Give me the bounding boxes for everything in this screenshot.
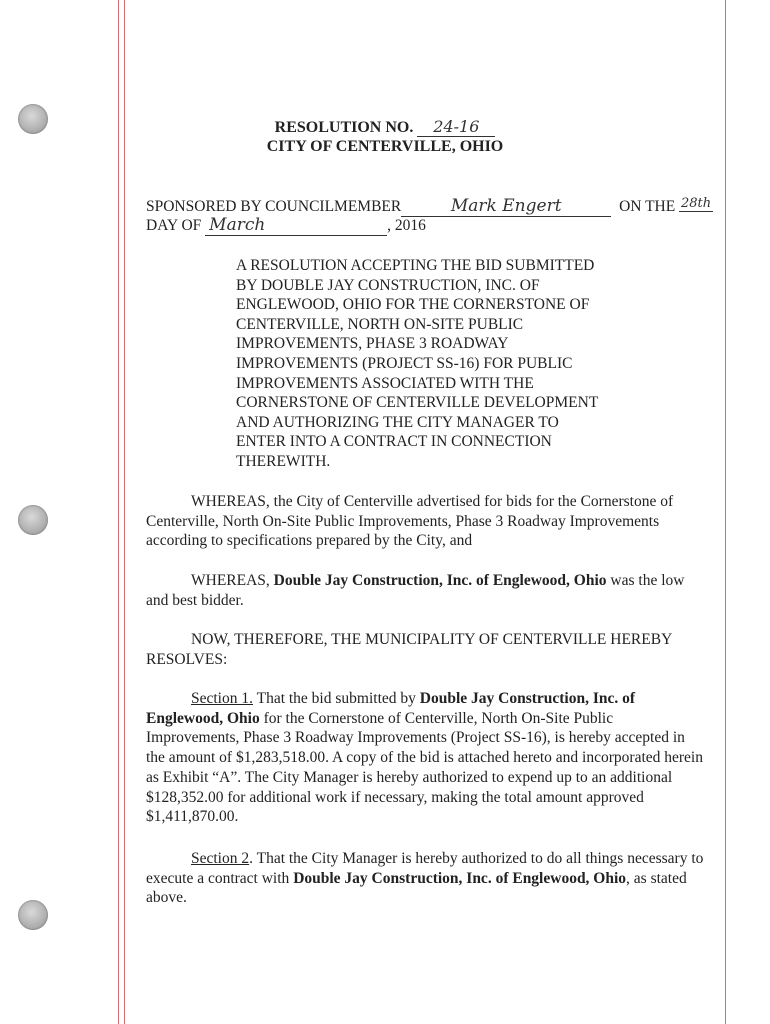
resolution-heading (0, 117, 770, 137)
caption-line: A RESOLUTION ACCEPTING THE BID SUBMITTED (236, 257, 595, 274)
whereas-1-text: WHEREAS, the City of Centerville advertised for bids for the Cornerstone of Centerville, North On-Site Public Improvements, Phase 3 Roadway Improvements according to specifications prepared by the City, and (146, 493, 674, 550)
caption-line: IMPROVEMENTS ASSOCIATED WITH THE (236, 374, 534, 392)
section-2-text-b: , as stated above. (146, 869, 687, 907)
resolution-caption (236, 256, 656, 472)
caption-line: THEREWITH. (236, 452, 331, 470)
resolution-label: RESOLUTION NO. (274, 119, 414, 136)
caption-line: IMPROVEMENTS (PROJECT SS-16) FOR PUBLIC (236, 354, 573, 372)
now-therefore-clause (146, 630, 706, 669)
punch-hole-middle (18, 505, 48, 535)
day-of-line (146, 215, 426, 236)
section-1-text-b: for the Cornerstone of Centerville, North On-Site Public Improvements, Phase 3 Roadway Improvements (Project SS-16), is hereby accepted in the amount of $1,283,518.00. A copy of the bid is attached hereto and incorporated herein as Exhibit “A”. The City Manager is hereby authorized to expend up to an additional $128,352.00 for additional work if necessary, making the total amount approved $1,411,870.00. (146, 709, 703, 826)
whereas-clause-1 (146, 492, 706, 551)
caption-line: BY DOUBLE JAY CONSTRUCTION, INC. OF (236, 276, 540, 294)
section-2-text-a: . That the City Manager is hereby authorized to do all things necessary to execute a contract with (146, 850, 704, 887)
on-the-label: ON THE (619, 198, 676, 215)
bidder-name: Double Jay Construction, Inc. of Englewood, Ohio (273, 572, 607, 589)
councilmember-signature: Mark Engert (401, 196, 611, 217)
sponsor-year: , 2016 (387, 217, 426, 234)
section-2-bidder: Double Jay Construction, Inc. of Englewood, Ohio (293, 869, 627, 887)
caption-line: AND AUTHORIZING THE CITY MANAGER TO (236, 413, 559, 431)
section-2 (146, 849, 706, 908)
caption-line: ENGLEWOOD, OHIO FOR THE CORNERSTONE OF (236, 296, 590, 314)
whereas-2-suffix: was the low and best bidder. (146, 572, 685, 609)
caption-line: CENTERVILLE, NORTH ON-SITE PUBLIC (236, 315, 524, 333)
punch-hole-bottom (18, 900, 48, 930)
caption-line: IMPROVEMENTS, PHASE 3 ROADWAY (236, 335, 509, 353)
caption-line: ENTER INTO A CONTRACT IN CONNECTION (236, 433, 552, 451)
now-therefore-text: NOW, THEREFORE, THE MUNICIPALITY OF CENTERVILLE HEREBY RESOLVES: (146, 631, 672, 668)
section-1-bidder: Double Jay Construction, Inc. of Englewood, Ohio (146, 690, 636, 727)
resolution-number: 24-16 (417, 117, 495, 137)
day-of-label: DAY OF (146, 217, 202, 234)
sponsor-prefix: SPONSORED BY COUNCILMEMBER (146, 198, 402, 215)
section-1 (146, 689, 706, 827)
sponsor-month: March (205, 215, 387, 236)
section-1-label: Section 1. (191, 690, 253, 707)
sponsor-day: 28th (681, 196, 712, 211)
section-2-label: Section 2 (191, 850, 250, 867)
whereas-2-prefix: WHEREAS, (191, 572, 274, 589)
sponsor-line (146, 196, 713, 217)
city-title: CITY OF CENTERVILLE, OHIO (266, 138, 504, 155)
caption-line: CORNERSTONE OF CENTERVILLE DEVELOPMENT (236, 394, 599, 412)
whereas-clause-2 (146, 571, 706, 610)
section-1-text-a: That the bid submitted by (253, 690, 420, 707)
